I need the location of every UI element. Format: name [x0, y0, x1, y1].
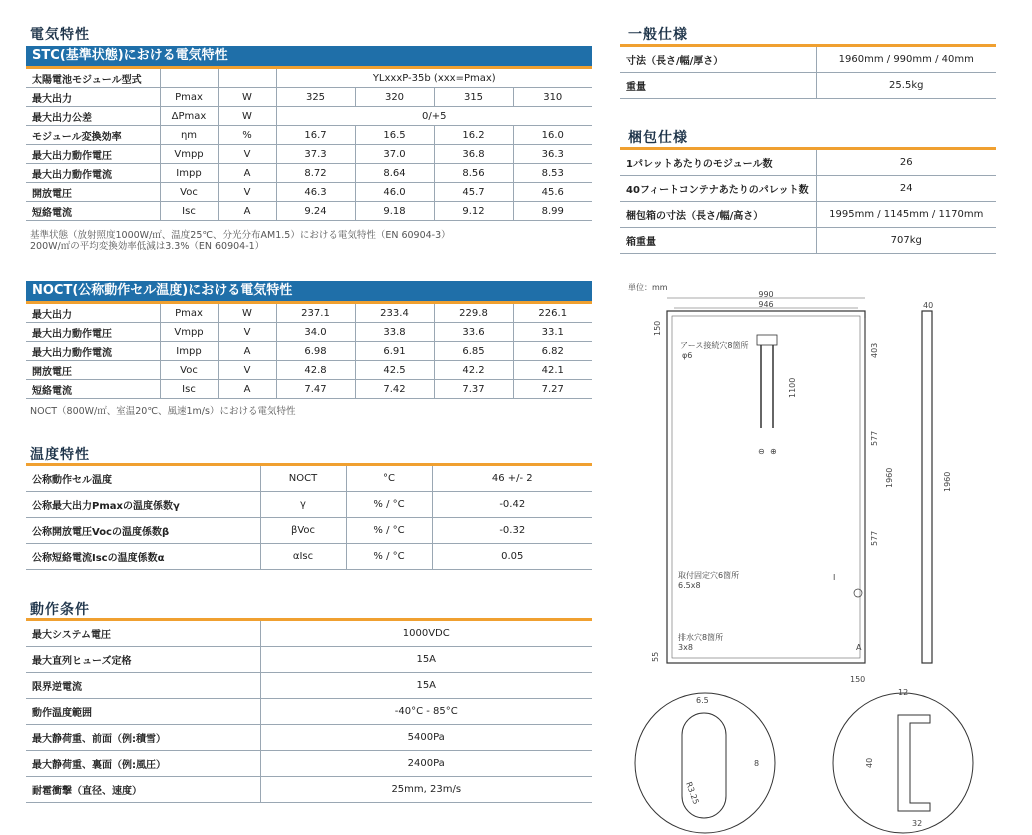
- frame-profile: [898, 715, 930, 811]
- row-unit: V: [218, 183, 276, 202]
- row-value: 16.2: [434, 126, 513, 145]
- table-row: [26, 361, 592, 380]
- table-row: [26, 380, 592, 399]
- module-drawing: [620, 278, 1020, 835]
- row-value: -0.32: [432, 518, 592, 544]
- dim-40b: 40: [865, 757, 874, 768]
- dim-150b: 150: [850, 675, 866, 684]
- dim-r325: R3.25: [684, 780, 701, 806]
- dim-32: 32: [912, 819, 923, 828]
- row-symbol: Voc: [160, 361, 218, 380]
- row-value: 46 +/- 2: [432, 466, 592, 492]
- row-unit: %: [218, 126, 276, 145]
- packaging-title: 梱包仕様: [628, 130, 688, 146]
- row-value: 2400Pa: [260, 751, 592, 777]
- row-label: 公称開放電圧Vocの温度係数β: [26, 518, 260, 544]
- table-row: [26, 164, 592, 183]
- row-value: 325: [276, 88, 355, 107]
- row-value: 25.5kg: [816, 73, 996, 99]
- row-label: 最大出力: [26, 88, 160, 107]
- row-value: 9.24: [276, 202, 355, 221]
- dim-55: 55: [651, 651, 660, 662]
- stc-note-1: 基準状態（放射照度1000W/㎡、温度25℃、分光分布AM1.5）における電気特性（EN 60904-3）: [30, 230, 451, 241]
- row-value: -40°C - 85°C: [260, 699, 592, 725]
- dim-8: 8: [754, 759, 760, 768]
- electrical-title: 電気特性: [30, 27, 90, 43]
- row-value: 36.8: [434, 145, 513, 164]
- unit-label: 単位：mm: [628, 283, 668, 292]
- row-value: 229.8: [434, 304, 513, 323]
- dim-946: 946: [758, 300, 774, 309]
- row-label: 1パレットあたりのモジュール数: [620, 150, 816, 176]
- row-value: 6.91: [355, 342, 434, 361]
- row-symbol: Isc: [160, 202, 218, 221]
- dim-990: 990: [758, 290, 774, 299]
- side-frame: [922, 311, 932, 663]
- row-value: 37.3: [276, 145, 355, 164]
- row-symbol: Voc: [160, 183, 218, 202]
- stc-note-2: 200W/㎡の平均変換効率低減は3.3%（EN 60904-1）: [30, 241, 265, 252]
- row-unit: W: [218, 107, 276, 126]
- row-value: 8.72: [276, 164, 355, 183]
- row-value: 46.0: [355, 183, 434, 202]
- row-value: 0.05: [432, 544, 592, 570]
- table-row: [26, 323, 592, 342]
- a-marker: A: [856, 643, 862, 652]
- table-row: [26, 145, 592, 164]
- row-value: 7.42: [355, 380, 434, 399]
- row-label: 最大システム電圧: [26, 621, 260, 647]
- row-value: 9.12: [434, 202, 513, 221]
- row-unit: % / °C: [346, 518, 432, 544]
- row-value: 1000VDC: [260, 621, 592, 647]
- row-symbol: Impp: [160, 342, 218, 361]
- row-value: 16.5: [355, 126, 434, 145]
- row-label: 最大静荷重、前面（例:積雪）: [26, 725, 260, 751]
- row-value: 1995mm / 1145mm / 1170mm: [816, 202, 996, 228]
- junction-box: [757, 335, 777, 345]
- i-marker: I: [833, 573, 836, 582]
- row-label: 短絡電流: [26, 380, 160, 399]
- row-value: 36.3: [513, 145, 592, 164]
- row-label: 最大静荷重、裏面（例:風圧）: [26, 751, 260, 777]
- row-symbol: Pmax: [160, 304, 218, 323]
- row-value: 42.1: [513, 361, 592, 380]
- detail-frame: [833, 693, 973, 833]
- ground-note: アース接続穴8箇所: [680, 341, 749, 350]
- row-value: 37.0: [355, 145, 434, 164]
- row-unit: V: [218, 361, 276, 380]
- row-value: 320: [355, 88, 434, 107]
- row-value: 24: [816, 176, 996, 202]
- row-symbol: Impp: [160, 164, 218, 183]
- noct-table: [26, 304, 592, 399]
- row-label: 公称最大出力Pmaxの温度係数γ: [26, 492, 260, 518]
- table-row: [26, 647, 592, 673]
- row-value: 46.3: [276, 183, 355, 202]
- table-row: [26, 304, 592, 323]
- row-value: 7.37: [434, 380, 513, 399]
- table-row: [26, 777, 592, 803]
- general-table: [620, 47, 996, 99]
- temperature-table: [26, 466, 592, 570]
- row-value: 226.1: [513, 304, 592, 323]
- row-label: 最大出力動作電圧: [26, 145, 160, 164]
- row-unit: °C: [346, 466, 432, 492]
- table-row: [26, 107, 592, 126]
- row-label: 重量: [620, 73, 816, 99]
- row-label: 40フィートコンテナあたりのパレット数: [620, 176, 816, 202]
- noct-title-bar: NOCT(公称動作セル温度)における電気特性: [26, 281, 592, 301]
- table-row: [26, 518, 592, 544]
- plus-marker: ⊕: [770, 447, 777, 456]
- front-frame: [667, 311, 865, 663]
- table-row: [26, 751, 592, 777]
- row-label: 動作温度範囲: [26, 699, 260, 725]
- table-row: [620, 47, 996, 73]
- row-value: 15A: [260, 673, 592, 699]
- row-label: 短絡電流: [26, 202, 160, 221]
- mount-size: 6.5x8: [678, 581, 701, 590]
- row-label: 開放電圧: [26, 183, 160, 202]
- table-row: [26, 544, 592, 570]
- dim-1960a: 1960: [885, 467, 894, 488]
- row-value: 6.85: [434, 342, 513, 361]
- row-label: モジュール変換効率: [26, 126, 160, 145]
- table-row: [620, 228, 996, 254]
- row-value: 15A: [260, 647, 592, 673]
- row-symbol: βVoc: [260, 518, 346, 544]
- noct-note: NOCT（800W/㎡、室温20℃、風速1m/s）における電気特性: [30, 406, 296, 417]
- row-label: 最大出力: [26, 304, 160, 323]
- table-row: [26, 621, 592, 647]
- mount-note: 取付固定穴6箇所: [678, 571, 740, 580]
- row-value: 6.98: [276, 342, 355, 361]
- row-value: 310: [513, 88, 592, 107]
- operating-title: 動作条件: [30, 602, 90, 618]
- row-value: 8.64: [355, 164, 434, 183]
- row-value: 1960mm / 990mm / 40mm: [816, 47, 996, 73]
- dim-403: 403: [870, 342, 879, 358]
- row-symbol: Vmpp: [160, 323, 218, 342]
- row-symbol: Vmpp: [160, 145, 218, 164]
- row-value: 45.7: [434, 183, 513, 202]
- row-label: 公称動作セル温度: [26, 466, 260, 492]
- mount-hole: [854, 589, 862, 597]
- dim-1100: 1100: [788, 377, 797, 398]
- row-label: 限界逆電流: [26, 673, 260, 699]
- row-value: 25mm, 23m/s: [260, 777, 592, 803]
- table-row: [26, 466, 592, 492]
- row-value: 7.27: [513, 380, 592, 399]
- table-row: [26, 342, 592, 361]
- row-value: 34.0: [276, 323, 355, 342]
- row-value: 33.1: [513, 323, 592, 342]
- row-unit: % / °C: [346, 544, 432, 570]
- row-value: 16.0: [513, 126, 592, 145]
- front-inner: [672, 316, 860, 658]
- slot-hole: [682, 713, 726, 818]
- row-label: 最大出力公差: [26, 107, 160, 126]
- table-row: [26, 202, 592, 221]
- row-label: 開放電圧: [26, 361, 160, 380]
- row-label: 最大出力動作電圧: [26, 323, 160, 342]
- table-row: [26, 492, 592, 518]
- table-row: [26, 673, 592, 699]
- minus-marker: ⊖: [758, 447, 765, 456]
- row-merged-value: 0/+5: [276, 107, 592, 126]
- table-row: [620, 176, 996, 202]
- row-label: 太陽電池モジュール型式: [26, 69, 160, 88]
- row-value: 707kg: [816, 228, 996, 254]
- table-row: [620, 150, 996, 176]
- packaging-table: [620, 150, 996, 254]
- drain-note: 排水穴8箇所: [678, 633, 724, 642]
- dim-12: 12: [898, 688, 909, 697]
- row-symbol: γ: [260, 492, 346, 518]
- row-value: 42.8: [276, 361, 355, 380]
- row-merged-value: YLxxxP-35b (xxx=Pmax): [276, 69, 592, 88]
- table-row: [26, 126, 592, 145]
- row-value: 8.53: [513, 164, 592, 183]
- row-value: 315: [434, 88, 513, 107]
- row-symbol: [160, 69, 218, 88]
- dim-40: 40: [923, 301, 934, 310]
- dim-577b: 577: [870, 530, 879, 546]
- drain-size: 3x8: [678, 643, 693, 652]
- row-symbol: αIsc: [260, 544, 346, 570]
- row-label: 寸法（長さ/幅/厚さ）: [620, 47, 816, 73]
- row-label: 公称短絡電流Iscの温度係数α: [26, 544, 260, 570]
- temperature-title: 温度特性: [30, 447, 90, 463]
- row-value: 26: [816, 150, 996, 176]
- ground-size: φ6: [682, 351, 693, 360]
- row-value: 9.18: [355, 202, 434, 221]
- table-row: [26, 699, 592, 725]
- table-row: [26, 183, 592, 202]
- row-label: 耐雹衝撃（直径、速度）: [26, 777, 260, 803]
- row-unit: % / °C: [346, 492, 432, 518]
- row-value: 42.5: [355, 361, 434, 380]
- table-row: [620, 73, 996, 99]
- row-label: 梱包箱の寸法（長さ/幅/高さ）: [620, 202, 816, 228]
- row-unit: A: [218, 380, 276, 399]
- row-value: 7.47: [276, 380, 355, 399]
- row-value: 233.4: [355, 304, 434, 323]
- row-value: 8.99: [513, 202, 592, 221]
- row-value: 8.56: [434, 164, 513, 183]
- dim-6-5: 6.5: [696, 696, 709, 705]
- row-unit: A: [218, 164, 276, 183]
- row-label: 最大直列ヒューズ定格: [26, 647, 260, 673]
- stc-table: [26, 69, 592, 221]
- row-label: 最大出力動作電流: [26, 164, 160, 183]
- row-value: 42.2: [434, 361, 513, 380]
- row-value: 5400Pa: [260, 725, 592, 751]
- row-value: 45.6: [513, 183, 592, 202]
- general-title: 一般仕様: [628, 27, 688, 43]
- dim-577a: 577: [870, 430, 879, 446]
- row-unit: [218, 69, 276, 88]
- row-unit: A: [218, 342, 276, 361]
- row-label: 箱重量: [620, 228, 816, 254]
- row-value: 33.6: [434, 323, 513, 342]
- row-unit: V: [218, 145, 276, 164]
- operating-table: [26, 621, 592, 803]
- row-value: 16.7: [276, 126, 355, 145]
- row-unit: A: [218, 202, 276, 221]
- row-symbol: NOCT: [260, 466, 346, 492]
- row-symbol: ηm: [160, 126, 218, 145]
- row-label: 最大出力動作電流: [26, 342, 160, 361]
- row-value: 33.8: [355, 323, 434, 342]
- table-row: [26, 725, 592, 751]
- dim-150: 150: [653, 320, 662, 336]
- row-unit: W: [218, 88, 276, 107]
- row-unit: W: [218, 304, 276, 323]
- stc-title-bar: STC(基準状態)における電気特性: [26, 46, 592, 66]
- table-row: [26, 88, 592, 107]
- row-value: 6.82: [513, 342, 592, 361]
- row-symbol: Isc: [160, 380, 218, 399]
- row-value: 237.1: [276, 304, 355, 323]
- row-unit: V: [218, 323, 276, 342]
- dim-1960b: 1960: [943, 471, 952, 492]
- row-symbol: Pmax: [160, 88, 218, 107]
- row-symbol: ΔPmax: [160, 107, 218, 126]
- table-row: [26, 69, 592, 88]
- row-value: -0.42: [432, 492, 592, 518]
- table-row: [620, 202, 996, 228]
